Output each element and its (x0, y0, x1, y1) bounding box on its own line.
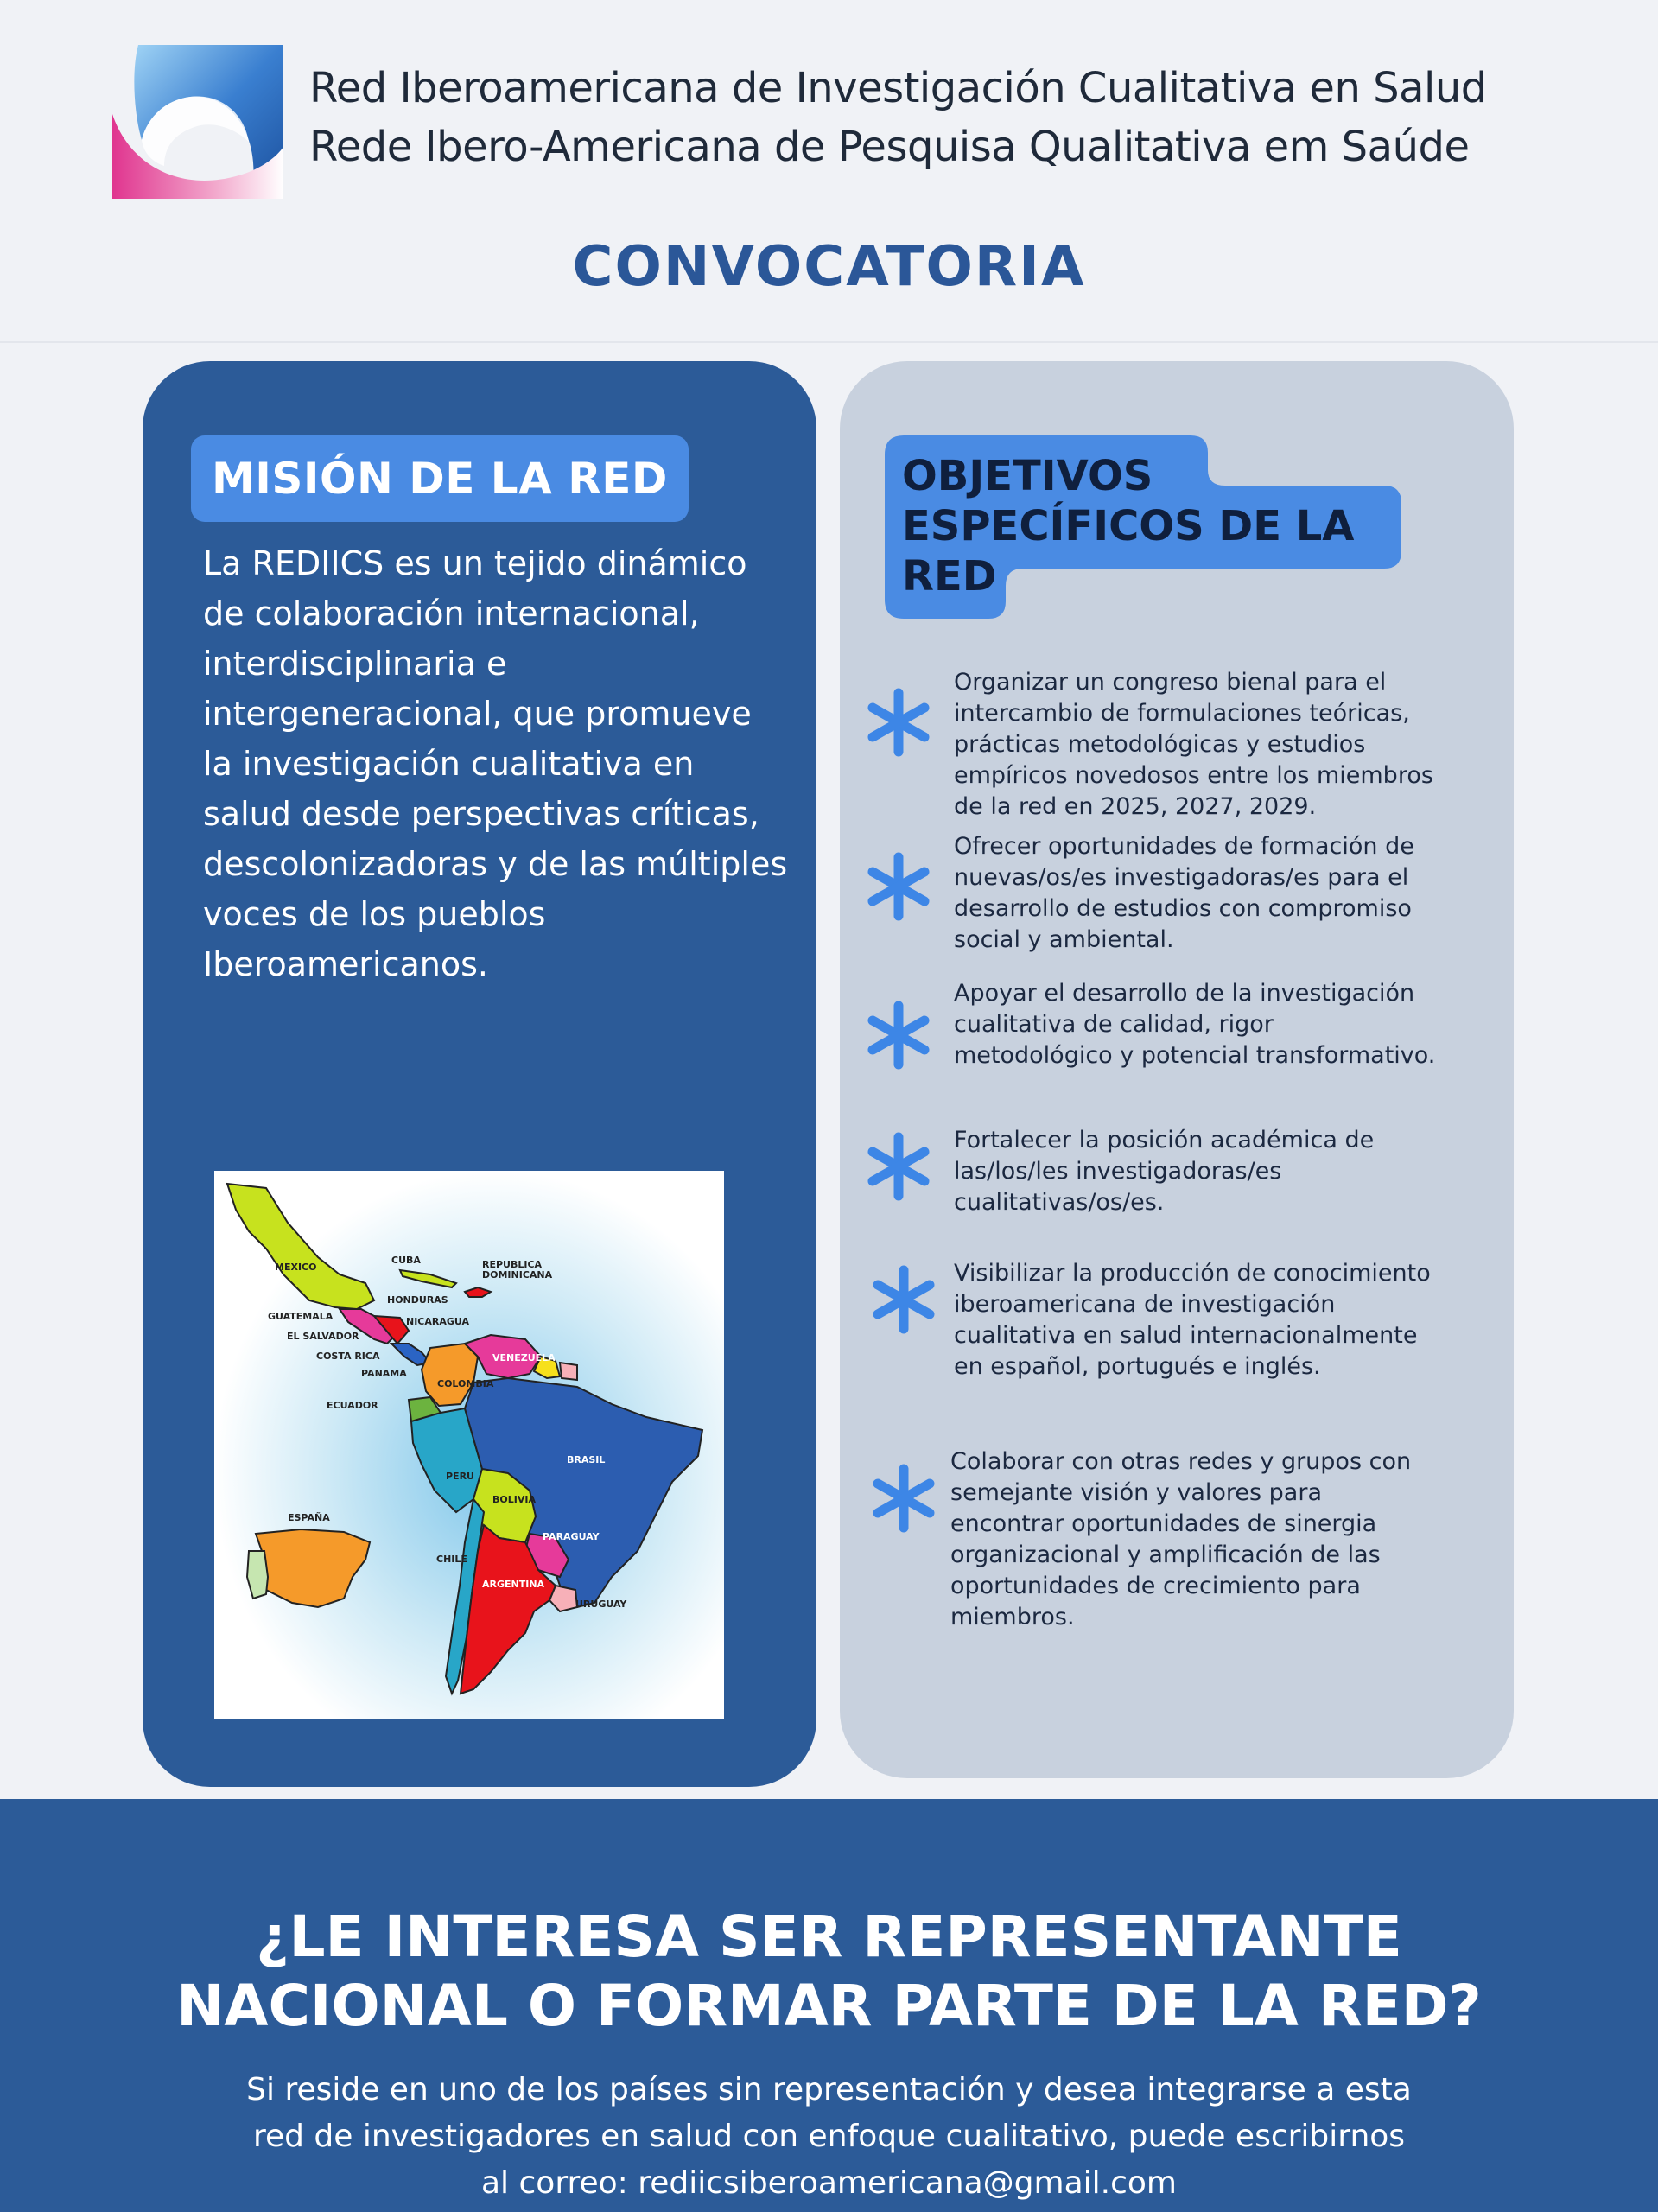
footer-title-line-2: NACIONAL O FORMAR PARTE DE LA RED? (176, 1973, 1482, 2039)
map-label-republica-dominicana-2: DOMINICANA (482, 1269, 553, 1281)
map-label-panama: PANAMA (361, 1368, 407, 1379)
objective-text: Organizar un congreso bienal para el intercambio de formulaciones teóricas, prácticas metodológicas y estudios empíricos novedosos entre los miembros de la red en 2025, 2027, 2029. (954, 669, 1433, 820)
asterisk-icon (867, 1462, 940, 1535)
map-label-el-salvador: EL SALVADOR (287, 1331, 359, 1342)
map-label-chile: CHILE (436, 1554, 467, 1565)
footer-text-line-1: Si reside en uno de los países sin representación y desea integrarse a esta (246, 2072, 1412, 2107)
objectives-card (840, 361, 1514, 1778)
objective-text: Visibilizar la producción de conocimiento iberoamericana de investigación cualitativa en salud internacionalmente en español, portugués e inglés. (954, 1260, 1431, 1380)
map-label-nicaragua: NICARAGUA (406, 1316, 470, 1327)
objective-text: Ofrecer oportunidades de formación de nuevas/os/es investigadoras/es para el desarrollo de estudios con compromiso social y ambiental. (954, 833, 1414, 953)
footer-contact-email[interactable]: al correo: rediicsiberoamericana@gmail.com (481, 2165, 1177, 2201)
footer-text-line-2: red de investigadores en salud con enfoque cualitativo, puede escribirnos (252, 2119, 1406, 2154)
map-label-paraguay: PARAGUAY (543, 1531, 600, 1542)
map-label-guatemala: GUATEMALA (268, 1311, 334, 1322)
asterisk-icon (862, 1130, 935, 1203)
asterisk-icon (862, 999, 935, 1071)
objective-text: Colaborar con otras redes y grupos con semejante visión y valores para encontrar oportunidades de sinergia organizacional y amplificación de las oportunidades de crecimiento para miembros. (950, 1448, 1412, 1630)
footer-title (0, 1903, 1658, 2041)
map-label-bolivia: BOLIVIA (492, 1494, 536, 1505)
mission-card (143, 361, 816, 1787)
rediics-logo (112, 45, 283, 199)
map-label-mexico: MEXICO (275, 1262, 317, 1273)
map-label-peru: PERU (446, 1471, 474, 1482)
map-label-colombia: COLOMBIA (437, 1378, 494, 1389)
map-label-republica-dominicana-1: REPUBLICA (482, 1259, 543, 1270)
header (0, 0, 1658, 343)
footer-title-line-1: ¿LE INTERESA SER REPRESENTANTE (256, 1904, 1402, 1970)
map-label-ecuador: ECUADOR (327, 1400, 378, 1411)
objective-text: Apoyar el desarrollo de la investigación cualitativa de calidad, rigor metodológico y potencial transformativo. (954, 980, 1436, 1069)
footer-call-to-action (0, 1799, 1658, 2212)
map-illustration (214, 1171, 724, 1719)
asterisk-icon (867, 1263, 940, 1336)
footer-text (0, 2067, 1658, 2207)
org-name-spanish: Red Iberoamericana de Investigación Cualitativa en Salud (309, 64, 1487, 112)
org-name-portuguese: Rede Ibero-Americana de Pesquisa Qualitativa em Saúde (309, 123, 1470, 171)
map-label-honduras: HONDURAS (387, 1294, 448, 1306)
asterisk-icon (862, 850, 935, 923)
page-title: CONVOCATORIA (572, 235, 1086, 299)
objective-text: Fortalecer la posición académica de las/los/les investigadoras/es cualitativas/os/es. (954, 1127, 1375, 1216)
ibero-america-map (214, 1171, 724, 1719)
map-label-cuba: CUBA (391, 1255, 421, 1266)
objectives-title-box (885, 435, 1403, 619)
map-label-espana: ESPAÑA (288, 1512, 330, 1523)
map-label-argentina: ARGENTINA (482, 1579, 545, 1590)
objectives-title: OBJETIVOS ESPECÍFICOS DE LA RED (902, 452, 1355, 601)
mission-text: La REDIICS es un tejido dinámico de colaboración internacional, interdisciplinaria e intergeneracional, que promueve la investigación cualitativa en salud desde perspectivas críticas, descolonizadoras y de las múltiples voces de los pueblos Iberoamericanos. (203, 544, 788, 983)
map-label-venezuela: VENEZUELA (492, 1352, 556, 1363)
asterisk-icon (862, 686, 935, 759)
mission-title: MISIÓN DE LA RED (191, 435, 689, 522)
map-label-costa-rica: COSTA RICA (316, 1351, 380, 1362)
map-label-brasil: BRASIL (567, 1454, 606, 1465)
map-label-uruguay: URUGUAY (575, 1599, 627, 1610)
